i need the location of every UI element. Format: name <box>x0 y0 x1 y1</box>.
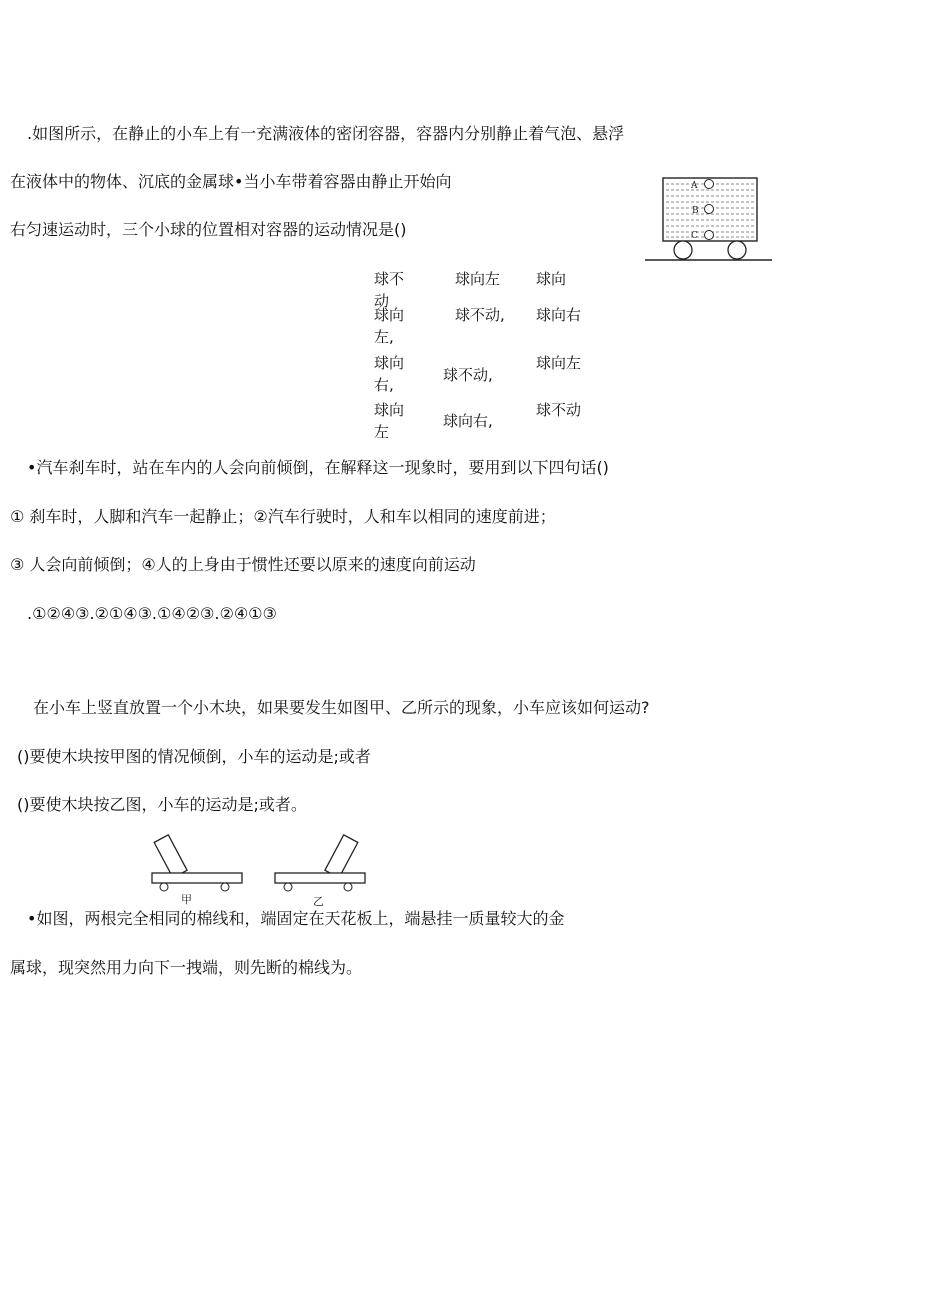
cart-figure-jia <box>148 830 248 908</box>
q3-part-2: ()要使木块按乙图，小车的运动是;或者。 <box>17 795 307 814</box>
option-2-b: 球不动, <box>455 306 505 324</box>
option-2-a: 球向左, <box>374 306 405 346</box>
option-4-a: 球向左 <box>374 401 405 441</box>
cart-container-figure <box>640 170 780 265</box>
cart-figure-yi <box>270 830 370 908</box>
q2-choices: .①②④③.②①④③.①④②③.②④①③ <box>27 604 277 623</box>
q3-part-1: ()要使木块按甲图的情况倾倒，小车的运动是;或者 <box>17 747 371 766</box>
q2-stem: •汽车刹车时，站在车内的人会向前倾倒，在解释这一现象时，要用到以下四句话() <box>27 458 609 477</box>
q4-line-1: •如图，两根完全相同的棉线和，端固定在天花板上，端悬挂一质量较大的金 <box>27 909 565 928</box>
option-3-c: 球向左 <box>536 354 582 372</box>
label-c: C <box>691 231 698 241</box>
q4-line-2: 属球，现突然用力向下一拽端，则先断的棉线为。 <box>10 958 363 977</box>
option-1-a: 球不动 <box>374 270 405 310</box>
q1-line-1: .如图所示，在静止的小车上有一充满液体的密闭容器，容器内分别静止着气泡、悬浮 <box>27 124 625 143</box>
option-3-a: 球向右, <box>374 354 405 394</box>
q2-statement-1: ① 刹车时，人脚和汽车一起静止；②汽车行驶时，人和车以相同的速度前进； <box>10 507 556 526</box>
option-3-b: 球不动, <box>443 366 493 384</box>
option-1-c: 球向 <box>536 270 567 288</box>
figure-caption-yi: 乙 <box>313 895 324 908</box>
option-4-b: 球向右, <box>443 412 493 430</box>
label-b: B <box>692 206 699 216</box>
option-1-b: 球向左 <box>455 270 501 288</box>
label-a: A <box>691 181 698 191</box>
q1-line-2: 在液体中的物体、沉底的金属球•当小车带着容器由静止开始向 <box>10 172 452 191</box>
q3-stem: 在小车上竖直放置一个小木块，如果要发生如图甲、乙所示的现象，小车应该如何运动? <box>33 698 650 717</box>
option-2-c: 球向右 <box>536 306 582 324</box>
q1-line-3: 右匀速运动时，三个小球的位置相对容器的运动情况是() <box>10 220 407 239</box>
q2-statement-2: ③ 人会向前倾倒；④人的上身由于惯性还要以原来的速度向前运动 <box>10 555 476 574</box>
option-4-c: 球不动 <box>536 401 582 419</box>
figure-caption-jia: 甲 <box>181 893 192 906</box>
